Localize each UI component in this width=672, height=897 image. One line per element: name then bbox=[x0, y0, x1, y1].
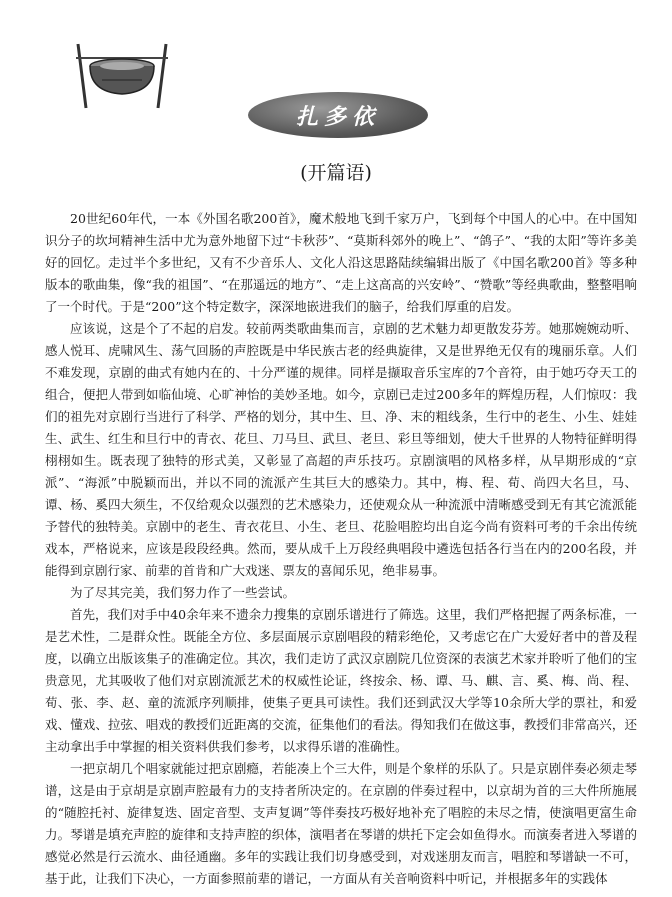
paragraph-2: 应该说，这是个了不起的启发。较前两类歌曲集而言，京剧的艺术魅力却更散发芬芳。她那婉婉动听、感人悦耳、虎啸风生、荡气回肠的声腔既是中华民族古老的经典旋律，又是世界绝无仅有的瑰丽乐章。人们不难发现，京剧的曲式有她内在的、十分严谨的规律。同样是撷取音乐宝库的7个音符，由于她巧夺天工的组合，便把人带到如临仙境、心旷神怡的美妙圣地。如今，京剧已走过200多年的辉煌历程，人们惊叹：我们的祖先对京剧行当进行了科学、严格的划分，其中生、旦、净、末的粗线条，生行中的老生、小生、娃娃生、武生、红生和旦行中的青衣、花旦、刀马旦、武旦、老旦、彩旦等细划，使大千世界的人物特征鲜明得栩栩如生。既表现了独特的形式美，又彰显了高超的声乐技巧。京剧演唱的风格多样，从早期形成的“京派”、“海派”中脱颖而出，并以不同的流派产生其巨大的感染力。其中，梅、程、荀、尚四大名旦，马、谭、杨、奚四大须生，不仅给观众以强烈的艺术感染力，还使观众从一种流派中清晰感受到无有其它流派能予替代的独特美。京剧中的老生、青衣花旦、小生、老旦、花脸唱腔均出自迄今尚有资料可考的千余出传统戏本，严格说来，应该是段段经典。然而，要从成千上万段经典唱段中遴选包括各行当在内的200名段，并能得到京剧行家、前辈的首肯和广大戏迷、票友的喜闻乐见，绝非易事。 bbox=[45, 321, 637, 578]
paragraph-5: 一把京胡几个唱家就能过把京剧瘾，若能凑上个三大件，则是个象样的乐队了。只是京剧伴奏必须走琴谱，这是由于京胡是京剧声腔最有力的支持者所决定的。在京剧的伴奏过程中，以京胡为首的三大件所施展的“随腔托衬、旋律复迭、固定音型、支声复调”等伴奏技巧极好地补充了唱腔的未尽之情，使演唱更富生命力。琴谱是填充声腔的旋律和支持声腔的织体，演唱者在琴谱的烘托下定会如鱼得水。而演奏者进入琴谱的感觉必然是行云流水、曲径通幽。多年的实践让我们切身感受到，对戏迷朋友而言，唱腔和琴谱缺一不可，基于此，让我们下决心，一方面参照前辈的谱记，一方面从有关音响资料中听记，并根据多年的实践体 bbox=[45, 761, 637, 886]
page-title: 扎多依 bbox=[295, 104, 380, 130]
paragraph-3: 为了尽其完美，我们努力作了一些尝试。 bbox=[70, 585, 296, 600]
title-banner bbox=[248, 92, 428, 138]
drum-emblem-icon bbox=[72, 40, 172, 110]
subtitle: (开篇语) bbox=[300, 162, 372, 184]
article-body bbox=[45, 208, 637, 890]
paragraph-1: 20世纪60年代，一本《外国名歌200首》，魔术般地飞到千家万户，飞到每个中国人的心中。在中国知识分子的坎坷精神生活中尤为意外地留下过“卡秋莎”、“莫斯科郊外的晚上”、“鸽子”、“我的太阳”等许多美好的回忆。走过半个多世纪，又有不少音乐人、文化人沿这思路陆续编辑出版了《中国名歌200首》等多种版本的歌曲集，像“我的祖国”、“在那遥远的地方”、“走上这高高的兴安岭”、“赞歌”等经典歌曲，整整唱响了一个时代。于是“200”这个特定数字，深深地嵌进我们的脑子，给我们厚重的启发。 bbox=[45, 211, 637, 314]
paragraph-4: 首先，我们对手中40余年来不遗余力搜集的京剧乐谱进行了筛选。这里，我们严格把握了两条标准，一是艺术性，二是群众性。既能全方位、多层面展示京剧唱段的精彩绝伦，又考虑它在广大爱好者中的普及程度，以确立出版该集子的准确定位。其次，我们走访了武汉京剧院几位资深的表演艺术家并聆听了他们的宝贵意见，尤其吸收了他们对京剧流派艺术的权威性论证，终按余、杨、谭、马、麒、言、奚、梅、尚、程、荀、张、李、赵、童的流派序列顺排，使集子更具可读性。我们还到武汉大学等10余所大学的票社，和爱戏、懂戏、拉弦、唱戏的教授们近距离的交流，征集他们的看法。得知我们在做这事，教授们非常高兴，还主动拿出手中掌握的相关资料供我们参考，以求得乐谱的准确性。 bbox=[45, 607, 637, 754]
